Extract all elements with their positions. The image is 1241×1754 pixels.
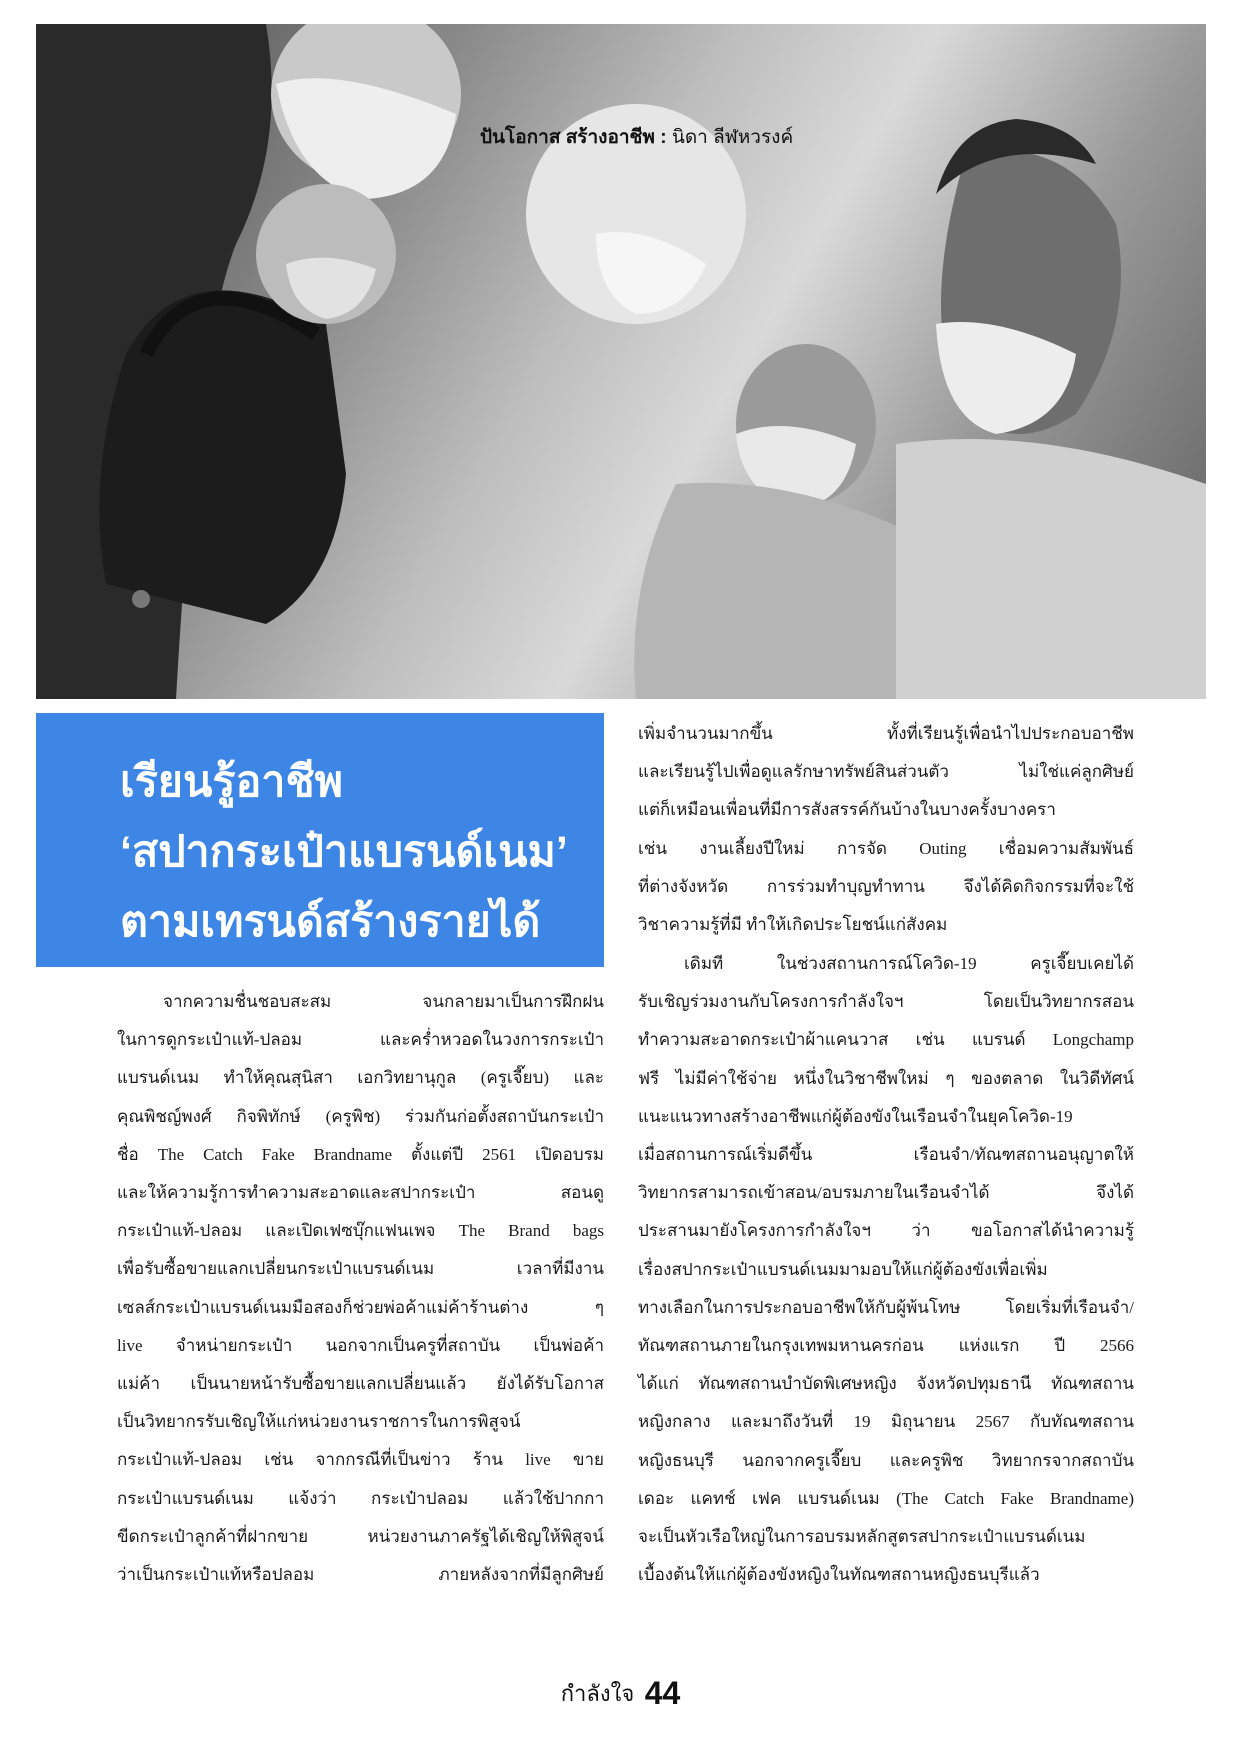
text-line: ที่ต่างจังหวัด การร่วมทำบุญทำทาน จึงได้คิดกิจกรรมที่จะใช้	[638, 876, 1134, 896]
text-line: แบรนด์เนม ทำให้คุณสุนิสา เอกวิทยานุกูล (ครูเจี๊ยบ) และ	[117, 1068, 604, 1088]
hero-photo	[36, 24, 1206, 699]
headline-line-2: ‘สปากระเป๋าแบรนด์เนม’	[120, 828, 568, 876]
text-line: เดิมที ในช่วงสถานการณ์โควิด-19 ครูเจี๊ยบเคยได้	[684, 954, 1134, 973]
text-line: เมื่อสถานการณ์เริ่มดีขึ้น เรือนจำ/ทัณฑสถานอนุญาตให้	[638, 1145, 1134, 1165]
text-line: คุณพิชญ์พงศ์ กิจพิทักษ์ (ครูพิช) ร่วมกันก่อตั้งสถาบันกระเป๋า	[117, 1106, 604, 1126]
text-line: เบื้องต้นให้แก่ผู้ต้องขังหญิงในทัณฑสถานหญิงธนบุรีแล้ว	[638, 1565, 1040, 1585]
text-line: ได้แก่ ทัณฑสถานบำบัดพิเศษหญิง จังหวัดปทุมธานี ทัณฑสถาน	[638, 1374, 1134, 1394]
text-line: รับเชิญร่วมงานกับโครงการกำลังใจฯ โดยเป็นวิทยากรสอน	[638, 992, 1134, 1012]
text-line: และเรียนรู้ไปเพื่อดูแลรักษาทรัพย์สินส่วนตัว ไม่ใช่แค่ลูกศิษย์	[638, 762, 1134, 782]
headline-line-1: เรียนรู้อาชีพ	[120, 758, 343, 806]
text-line: หญิงกลาง และมาถึงวันที่ 19 มิถุนายน 2567 กับทัณฑสถาน	[638, 1412, 1134, 1432]
text-line: ประสานมายังโครงการกำลังใจฯ ว่า ขอโอกาสได้นำความรู้	[638, 1221, 1134, 1241]
text-line: ฟรี ไม่มีค่าใช้จ่าย หนึ่งในวิชาชีพใหม่ ๆ ของตลาด ในวิดีทัศน์	[638, 1068, 1134, 1088]
page-footer	[0, 1675, 1241, 1712]
text-line: เป็นวิทยากรรับเชิญให้แก่หน่วยงานราชการในการพิสูจน์	[117, 1412, 521, 1432]
text-line: เพิ่มจำนวนมากขึ้น ทั้งที่เรียนรู้เพื่อนำไปประกอบอาชีพ	[638, 724, 1134, 743]
text-line: ขีดกระเป๋าลูกค้าที่ฝากขาย หน่วยงานภาครัฐได้เชิญให้พิสูจน์	[117, 1526, 604, 1546]
text-line: แนะแนวทางสร้างอาชีพแก่ผู้ต้องขังในเรือนจำในยุคโควิด-19	[638, 1106, 1073, 1126]
text-line: ทัณฑสถานภายในกรุงเทพมหานครก่อน แห่งแรก ปี 2566	[638, 1336, 1134, 1356]
left-text-column	[117, 983, 604, 1594]
text-line: ชื่อ The Catch Fake Brandname ตั้งแต่ปี 2561 เปิดอบรม	[117, 1144, 604, 1164]
text-line: เรื่องสปากระเป๋าแบรนด์เนมมามอบให้แก่ผู้ต้องขังเพื่อเพิ่ม	[638, 1259, 1048, 1279]
text-line: กระเป๋าแท้-ปลอม เช่น จากกรณีที่เป็นข่าว ร้าน live ขาย	[117, 1450, 604, 1470]
text-line: ว่าเป็นกระเป๋าแท้หรือปลอม ภายหลังจากที่มีลูกศิษย์	[117, 1565, 604, 1585]
text-line: ทำความสะอาดกระเป๋าผ้าแคนวาส เช่น แบรนด์ Longchamp	[638, 1030, 1134, 1050]
text-line: เช่น งานเลี้ยงปีใหม่ การจัด Outing เชื่อมความสัมพันธ์	[638, 838, 1134, 858]
text-line: เซลส์กระเป๋าแบรนด์เนมมือสองก็ช่วยพ่อค้าแม่ค้าร้านต่าง ๆ	[117, 1297, 604, 1317]
photo-byline	[480, 122, 793, 152]
text-line: วิชาความรู้ที่มี ทำให้เกิดประโยชน์แก่สังคม	[638, 915, 948, 935]
text-line: ทางเลือกในการประกอบอาชีพให้กับผู้พ้นโทษ โดยเริ่มที่เรือนจำ/	[638, 1297, 1134, 1317]
byline-author: นิดา ลีฬหวรงค์	[671, 127, 794, 148]
headline-line-3: ตามเทรนด์สร้างรายได้	[120, 898, 541, 946]
text-line: หญิงธนบุรี นอกจากครูเจี๊ยบ และครูพิช วิทยากรจากสถาบัน	[638, 1450, 1134, 1470]
text-line: จากความชื่นชอบสะสม จนกลายมาเป็นการฝึกฝน	[163, 992, 604, 1011]
byline-column-name: ปันโอกาส สร้างอาชีพ :	[480, 127, 667, 148]
text-line: เดอะ แคทช์ เฟค แบรนด์เนม (The Catch Fake Brandname)	[638, 1488, 1134, 1508]
text-line: แม่ค้า เป็นนายหน้ารับซื้อขายแลกเปลี่ยนแล้ว ยังได้รับโอกาส	[117, 1374, 604, 1394]
headline-box	[36, 713, 604, 967]
page-number: 44	[644, 1675, 681, 1711]
text-line: วิทยากรสามารถเข้าสอน/อบรมภายในเรือนจำได้ จึงได้	[638, 1183, 1134, 1203]
right-text-column-top	[638, 715, 1134, 944]
text-line: กระเป๋าแบรนด์เนม แจ้งว่า กระเป๋าปลอม แล้วใช้ปากกา	[117, 1488, 604, 1508]
text-line: กระเป๋าแท้-ปลอม และเปิดเฟซบุ๊กแฟนเพจ The Brand bags	[117, 1221, 604, 1241]
text-line: และให้ความรู้การทำความสะอาดและสปากระเป๋า สอนดู	[117, 1183, 604, 1203]
text-line: live จำหน่ายกระเป๋า นอกจากเป็นครูที่สถาบัน เป็นพ่อค้า	[117, 1335, 604, 1355]
text-line: ในการดูกระเป๋าแท้-ปลอม และคร่ำหวอดในวงการกระเป๋า	[117, 1030, 604, 1050]
text-line: เพื่อรับซื้อขายแลกเปลี่ยนกระเป๋าแบรนด์เนม เวลาที่มีงาน	[117, 1259, 604, 1279]
magazine-name: กำลังใจ	[560, 1681, 635, 1706]
right-text-column-bottom	[638, 945, 1134, 1594]
text-line: แต่ก็เหมือนเพื่อนที่มีการสังสรรค์กันบ้างในบางครั้งบางครา	[638, 800, 1056, 820]
text-line: จะเป็นหัวเรือใหญ่ในการอบรมหลักสูตรสปากระเป๋าแบรนด์เนม	[638, 1527, 1086, 1547]
